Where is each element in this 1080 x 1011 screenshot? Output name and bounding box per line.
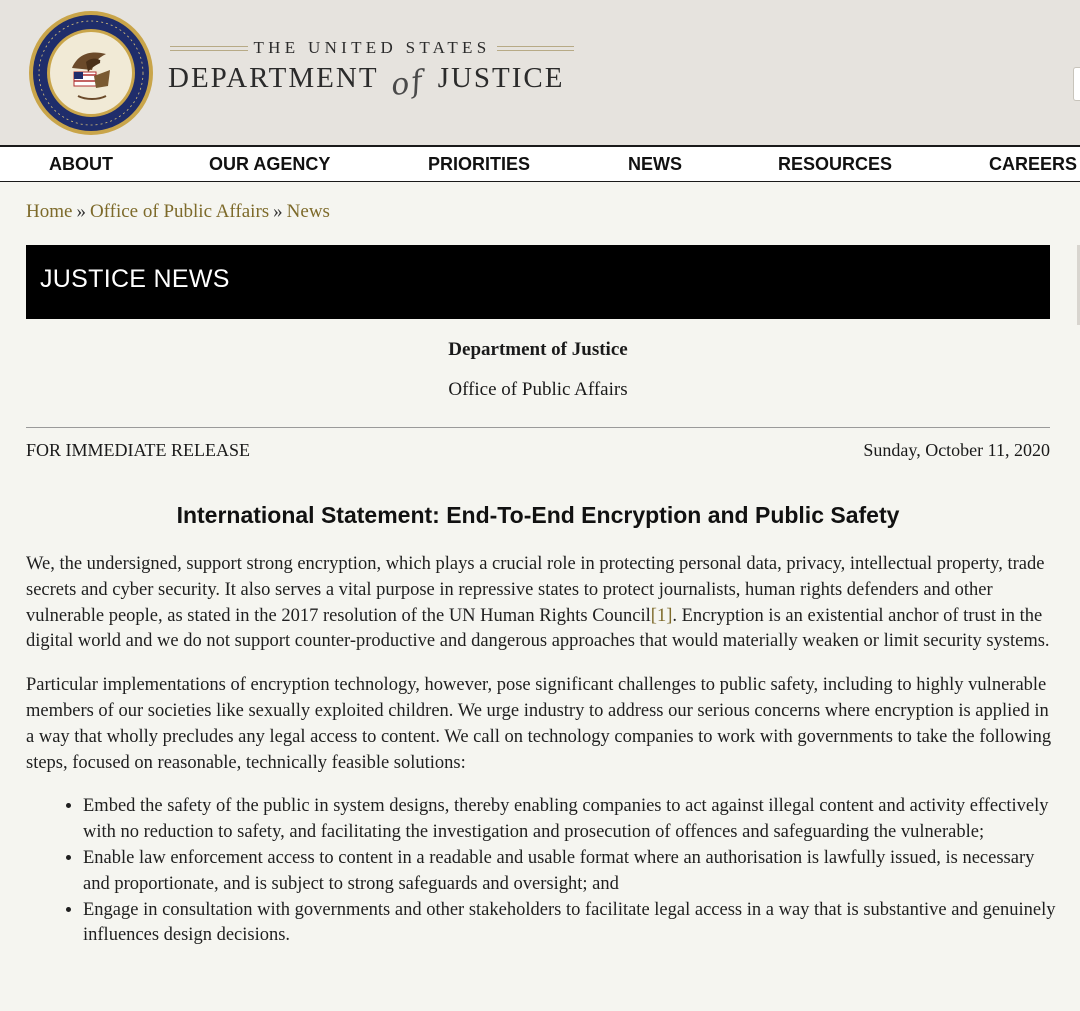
- search-input[interactable]: [1073, 67, 1080, 101]
- wordmark-main[interactable]: [168, 60, 565, 104]
- release-date: Sunday, October 11, 2020: [863, 440, 1050, 460]
- main-nav: [0, 145, 1080, 182]
- banner-title: JUSTICE NEWS: [40, 265, 230, 293]
- nav-item-priorities[interactable]: PRIORITIES: [428, 154, 531, 174]
- breadcrumb-news[interactable]: News: [286, 201, 330, 222]
- nav-item-resources[interactable]: RESOURCES: [778, 154, 893, 174]
- footnote-link[interactable]: [1]: [650, 605, 673, 626]
- article-body: [26, 552, 1060, 949]
- page-title: International Statement: End-To-End Encryption and Public Safety: [176, 502, 900, 528]
- wordmark-justice: JUSTICE: [437, 62, 565, 94]
- steps-list: [26, 794, 1060, 949]
- wordmark-top: [170, 38, 574, 58]
- list-item: • Engage in consultation with governments and other stakeholders to facilitate legal access in a way that is substantive and genuinely influences design decisions.: [83, 898, 1060, 950]
- press-department: Department of Justice: [448, 339, 628, 360]
- press-office: Office of Public Affairs: [448, 379, 628, 400]
- breadcrumb-separator: »: [273, 201, 283, 222]
- nav-item-about[interactable]: ABOUT: [49, 154, 113, 174]
- breadcrumb: [26, 201, 330, 223]
- nav-item-our-agency[interactable]: OUR AGENCY: [209, 154, 331, 174]
- paragraph-2: Particular implementations of encryption technology, however, pose significant challenges to public safety, including to highly vulnerable members of our societies like sexually exploited children. We urge industry to address our serious concerns where encryption is applied in a way that wholly precludes any legal access to content. We call on technology companies to work with governments to take the following steps, focused on reasonable, technically feasible solutions:: [26, 675, 1052, 773]
- wordmark-of: of: [388, 63, 427, 104]
- breadcrumb-separator: »: [76, 201, 86, 222]
- release-label: FOR IMMEDIATE RELEASE: [26, 440, 250, 460]
- site-header: [0, 0, 1080, 145]
- wordmark-top-text: THE UNITED STATES: [253, 38, 491, 57]
- nav-item-news[interactable]: NEWS: [628, 154, 682, 174]
- paragraph-1: [26, 552, 1060, 655]
- justice-news-banner: [26, 245, 1050, 319]
- doj-seal-icon[interactable]: [28, 10, 154, 136]
- paragraph-1-text: We, the undersigned, support strong encryption, which plays a crucial role in protecting personal data, privacy, intellectual property, trade secrets and cyber security. It also serves a vital purpose in repressive states to protect journalists, human rights defenders and other vulnerable people, as stated in the 2017 resolution of the UN Human Rights Council: [26, 554, 1045, 626]
- wordmark-rule-left: [170, 46, 248, 51]
- divider: [26, 427, 1050, 428]
- nav-item-careers[interactable]: CAREERS: [989, 154, 1078, 174]
- breadcrumb-office-of-public-affairs[interactable]: Office of Public Affairs: [89, 201, 270, 222]
- wordmark-rule-right: [497, 46, 575, 51]
- wordmark-department: DEPARTMENT: [168, 62, 379, 94]
- list-item: • Enable law enforcement access to content in a readable and usable format where an authorisation is lawfully issued, is necessary and proportionate, and is subject to strong safeguards and oversight; and: [83, 846, 1060, 898]
- paragraph-1-text-cont: . Encryption is an existential anchor of trust in the digital world and we do not support counter-productive and dangerous approaches that would materially weaken or limit security systems.: [26, 605, 1050, 652]
- list-item: • Embed the safety of the public in system designs, thereby enabling companies to act against illegal content and activity effectively with no reduction to safety, and facilitating the investigation and prosecution of offences and safeguarding the vulnerable;: [83, 794, 1060, 846]
- breadcrumb-home[interactable]: Home: [26, 201, 73, 222]
